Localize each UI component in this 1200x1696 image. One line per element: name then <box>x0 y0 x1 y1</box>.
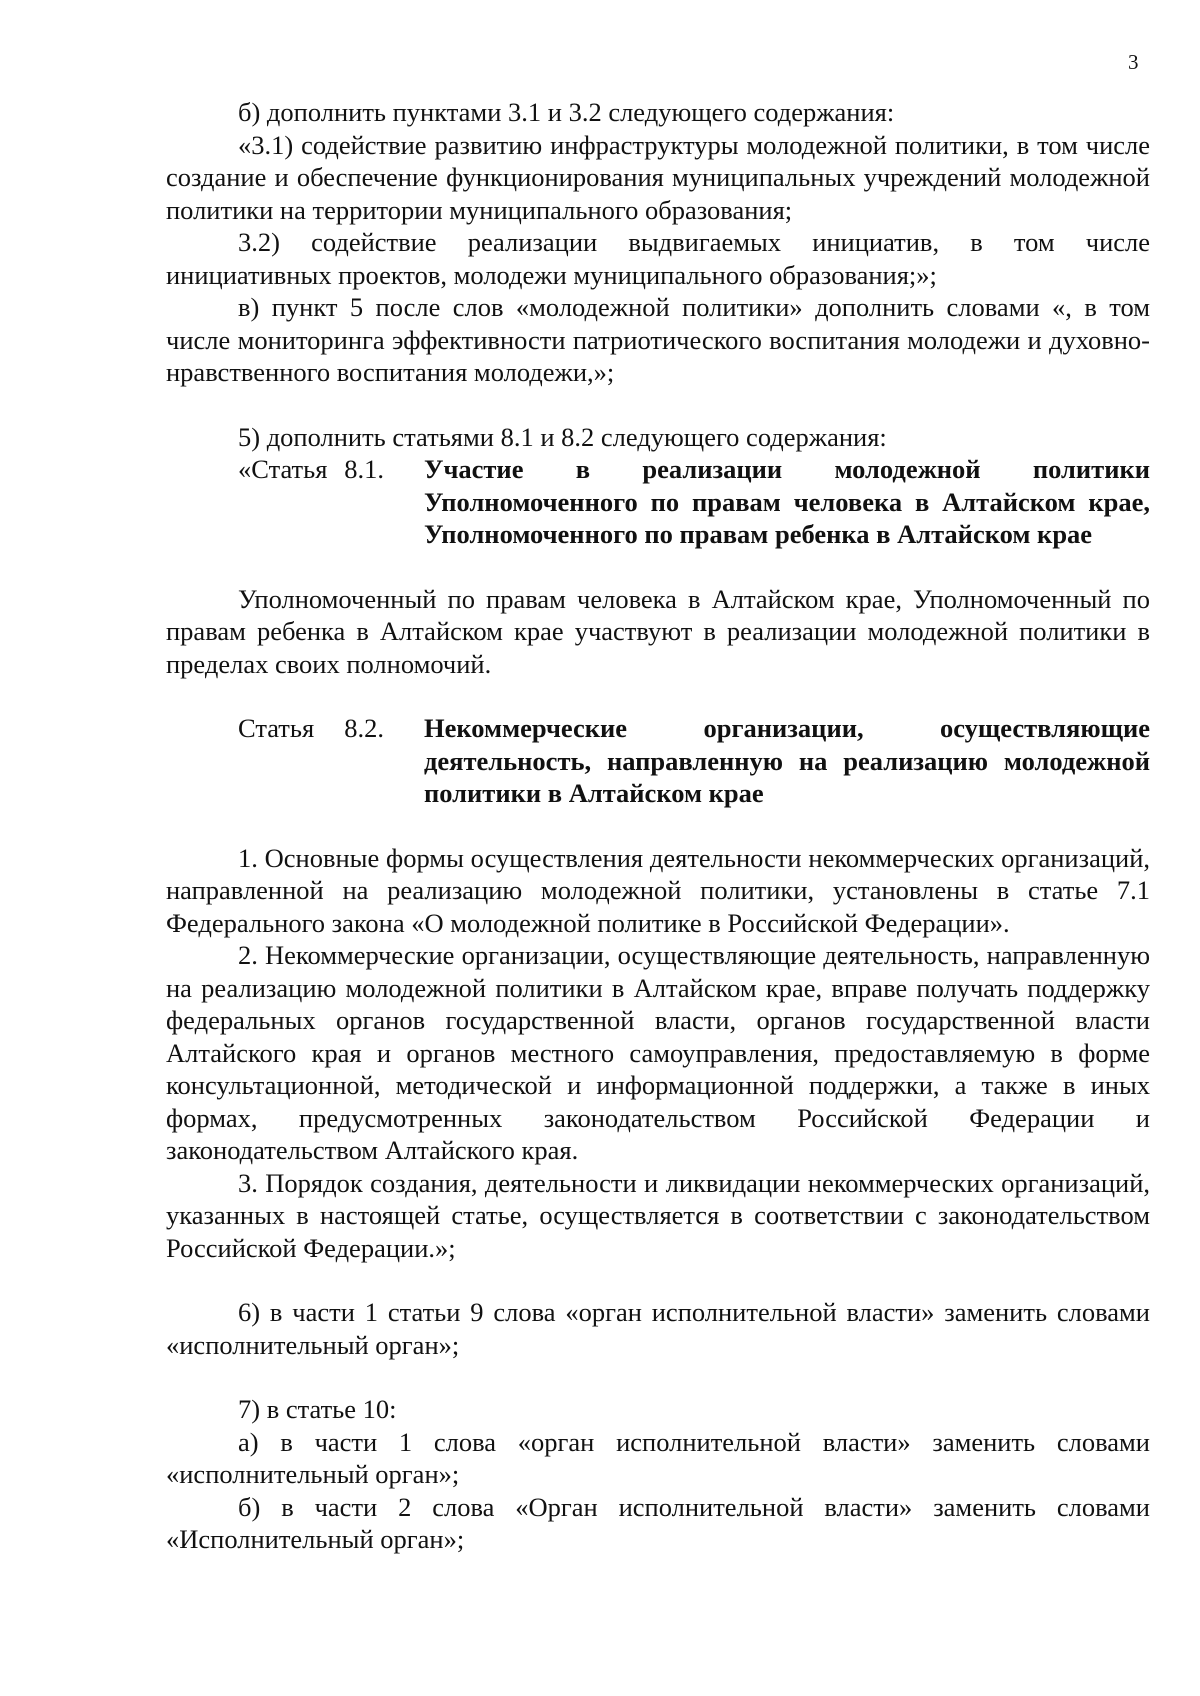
paragraph-point-3-2: 3.2) содействие реализации выдвигаемых инициатив, в том числе инициативных проектов, молодежи муниципального образования;»; <box>166 227 1150 290</box>
paragraph-7-article-10: 7) в статье 10: <box>238 1394 397 1424</box>
article-title: Некоммерческие организации, осуществляющие деятельность, направленную на реализацию молодежной политики в Алтайском крае <box>424 713 1150 808</box>
paragraph-a-part-1: а) в части 1 слова «орган исполнительной власти» заменить словами «исполнительный орган»; <box>166 1426 1150 1489</box>
article-8-2-heading <box>166 712 1150 810</box>
paragraph-b-part-2: б) в части 2 слова «Орган исполнительной власти» заменить словами «Исполнительный орган»; <box>166 1491 1150 1554</box>
article-title: Участие в реализации молодежной политики Уполномоченного по правам человека в Алтайском крае, Уполномоченного по правам ребенка в Алтайском крае <box>424 454 1150 549</box>
page-number: 3 <box>1128 50 1139 74</box>
paragraph-6-article-9: 6) в части 1 статьи 9 слова «орган исполнительной власти» заменить словами «исполнительный орган»; <box>166 1297 1150 1360</box>
paragraph-article-8-1-text: Уполномоченный по правам человека в Алтайском крае, Уполномоченный по правам ребенка в Алтайском крае участвуют в реализации молодежной политики в пределах своих полномочий. <box>166 583 1150 679</box>
paragraph-b-add-points: б) дополнить пунктами 3.1 и 3.2 следующего содержания: <box>238 97 895 127</box>
article-number: 8.1. <box>344 454 384 484</box>
article-label: Статья <box>238 713 315 743</box>
article-label: «Статья <box>238 454 328 484</box>
article-number: 8.2. <box>344 713 384 743</box>
article-8-1-heading <box>166 453 1150 551</box>
paragraph-article-8-2-part-3: 3. Порядок создания, деятельности и ликвидации некоммерческих организаций, указанных в настоящей статье, осуществляется в соответствии с законодательством Российской Федерации.»; <box>166 1167 1150 1263</box>
paragraph-v-point-5: в) пункт 5 после слов «молодежной политики» дополнить словами «, в том числе мониторинга эффективности патриотического воспитания молодежи и духовно-нравственного воспитания молодежи,»; <box>166 292 1150 387</box>
document-body <box>166 96 1150 1556</box>
paragraph-article-8-2-part-1: 1. Основные формы осуществления деятельности некоммерческих организаций, направленной на реализацию молодежной политики, установлены в статье 7.1 Федерального закона «О молодежной политике в Российской Федерации». <box>166 842 1150 938</box>
paragraph-point-3-1: «3.1) содействие развитию инфраструктуры молодежной политики, в том числе создание и обеспечение функционирования муниципальных учреждений молодежной политики на территории муниципального образования; <box>166 129 1150 225</box>
paragraph-5-add-articles: 5) дополнить статьями 8.1 и 8.2 следующего содержания: <box>238 421 887 452</box>
paragraph-article-8-2-part-2: 2. Некоммерческие организации, осуществляющие деятельность, направленную на реализацию молодежной политики в Алтайском крае, вправе получать поддержку федеральных органов государственной власти, органов государственной власти Алтайского края и органов местного самоуправления, предоставляемую в форме консультационной, методической и информационной поддержки, а также в иных формах, предусмотренных законодательством Российской Федерации и законодательством Алтайского края. <box>166 940 1150 1165</box>
